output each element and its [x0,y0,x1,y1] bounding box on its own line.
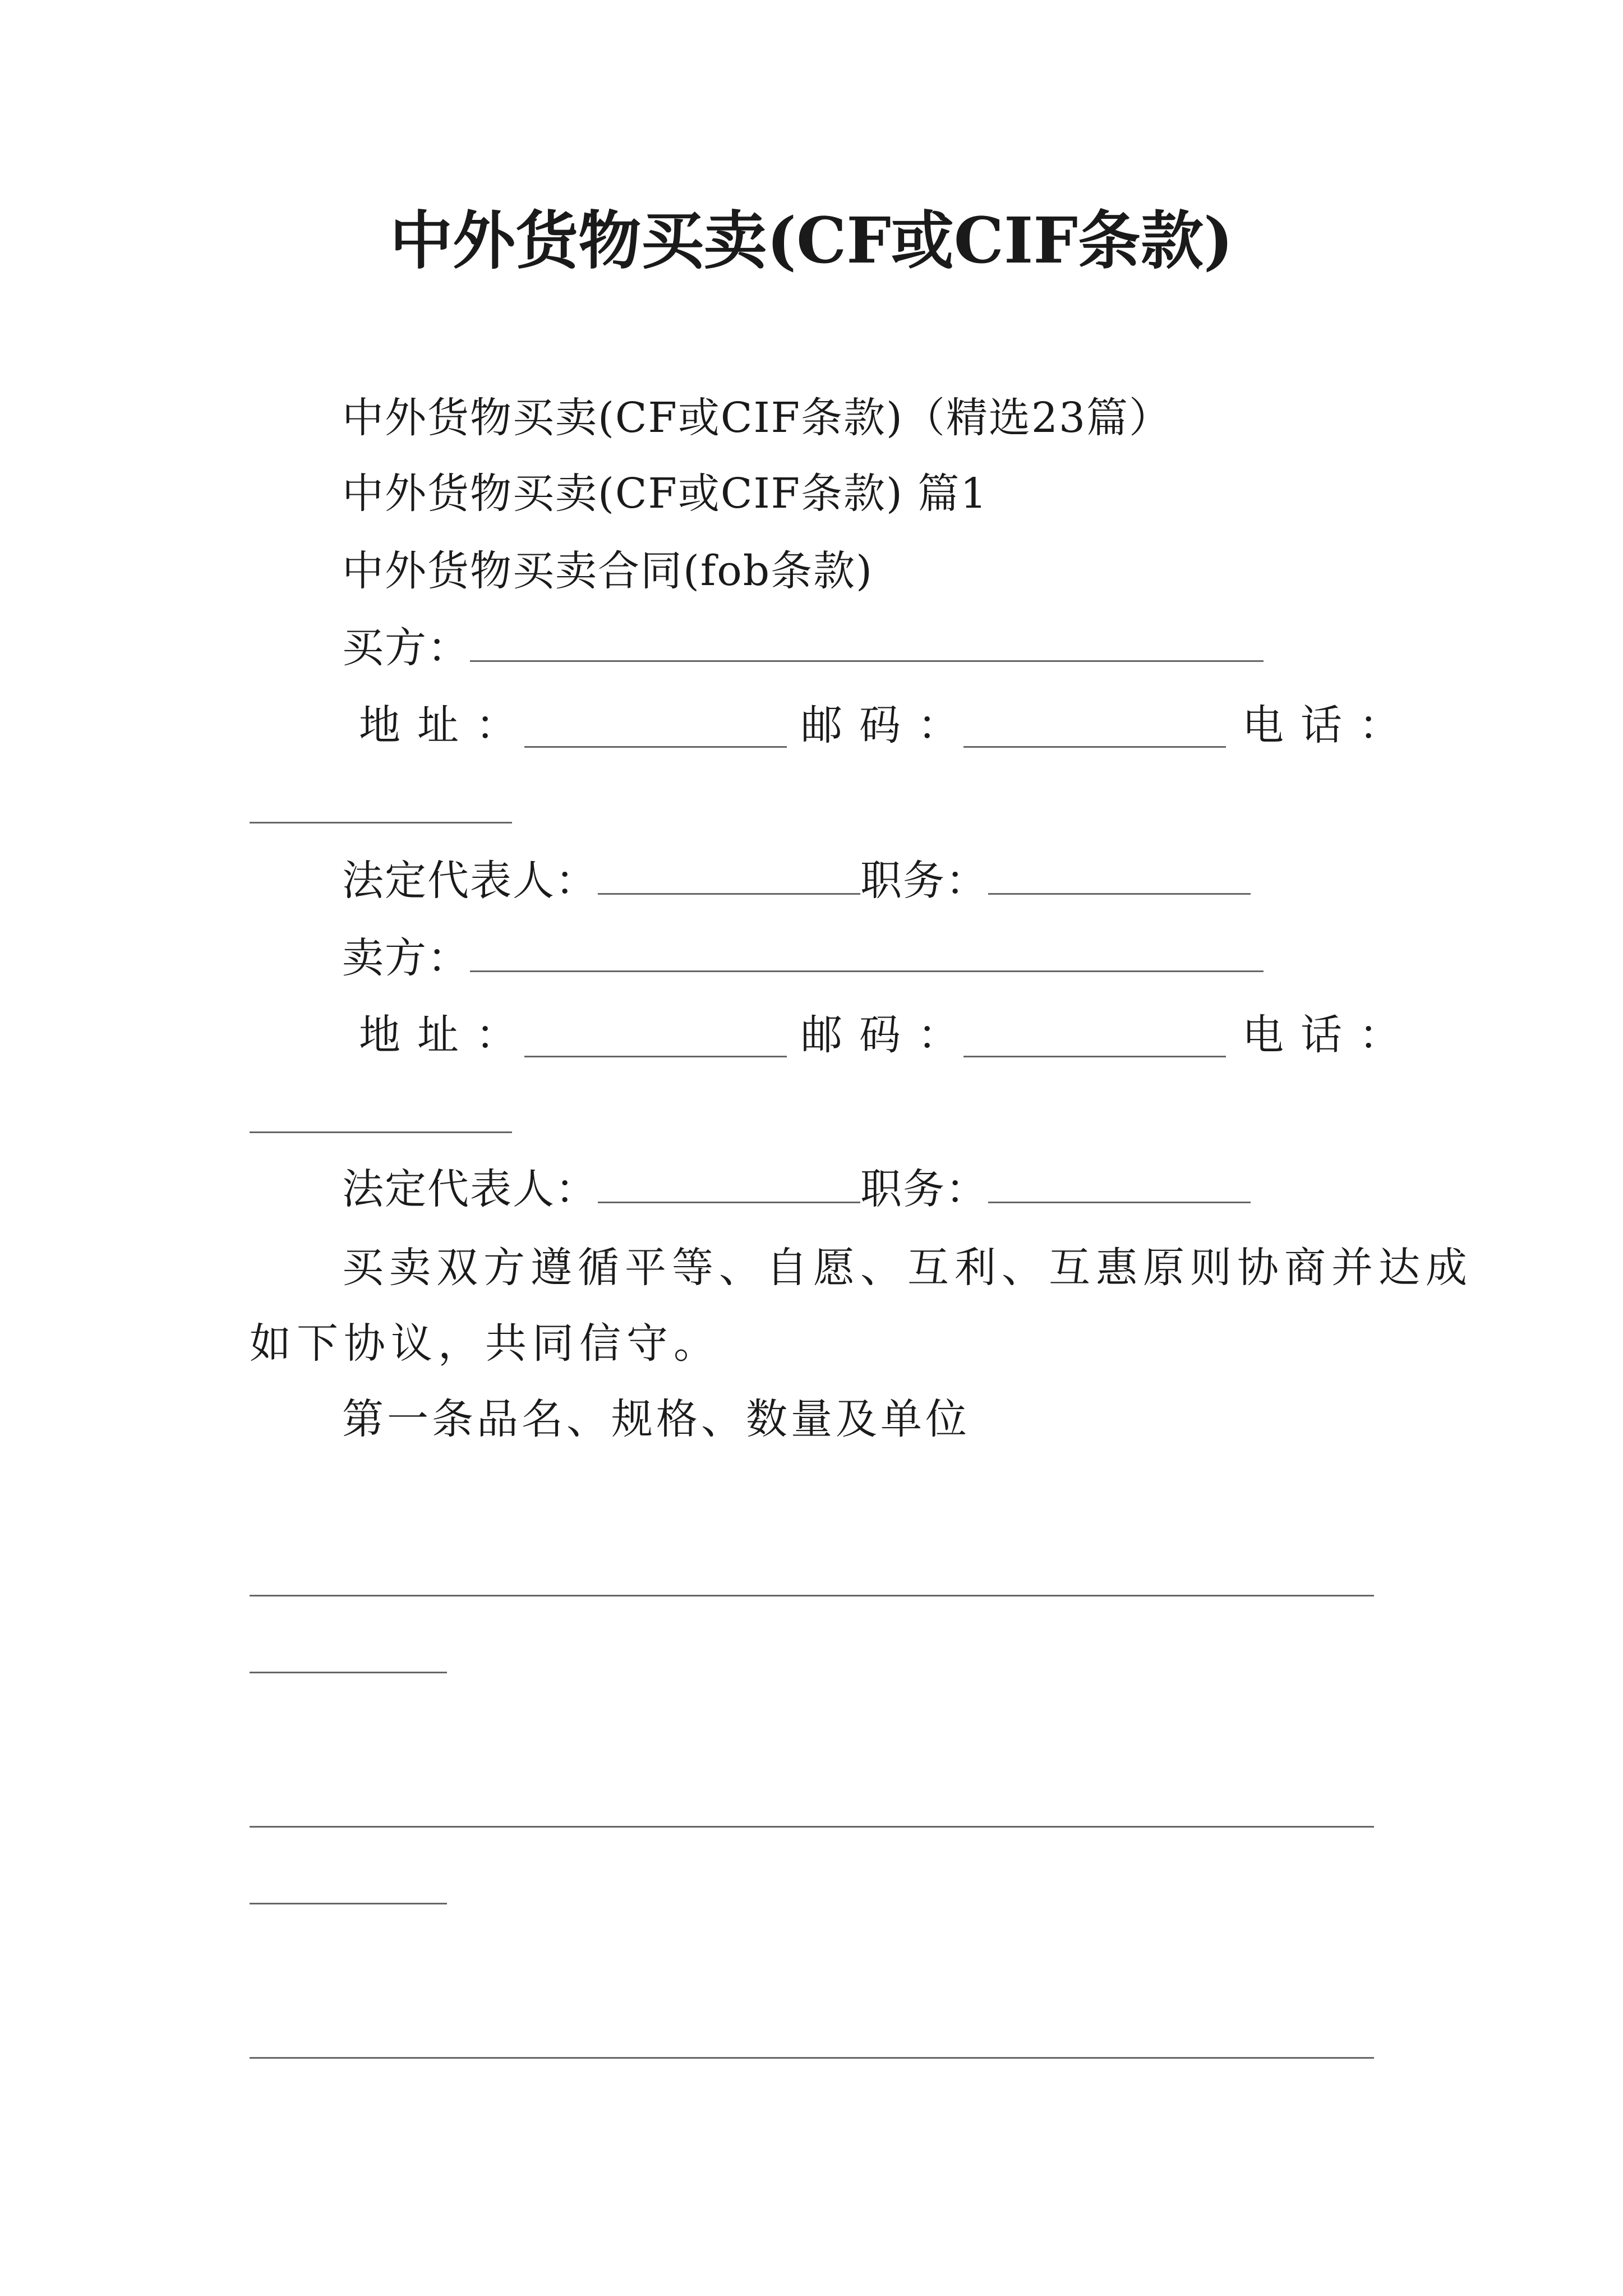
article-1-rule-2a [250,1826,1374,1828]
buyer-address-blank [524,746,787,748]
buyer-blank [470,627,1264,662]
seller-address-label: 地址： [359,1011,534,1059]
article-1-rule-3a [250,2057,1374,2059]
seller-postcode-blank [963,1056,1226,1057]
buyer-position-blank [988,859,1251,895]
seller-address-row [359,1007,534,1063]
buyer-rep-blank [598,859,860,895]
article-1-rule-1b [250,1672,447,1673]
seller-postcode-label: 邮码： [801,1011,976,1059]
seller-phone-label: 电话： [1242,1011,1417,1059]
seller-blank [470,937,1264,972]
subtitle: 中外货物买卖(CF或CIF条款)（精选23篇） [342,394,1172,442]
agreement-line-2: 如下协议，共同信守。 [250,1319,721,1368]
seller-phone-blank [250,1131,512,1133]
article-1-heading: 第一条品名、规格、数量及单位 [342,1395,970,1443]
seller-postcode-row [801,1007,976,1063]
seller-phone-row [1242,1007,1417,1063]
contract-title: 中外货物买卖合同(fob条款) [342,547,874,595]
seller-position-blank [988,1168,1251,1203]
buyer-rep-label: 法定代表人： [342,857,598,905]
seller-rep-row [342,1161,1251,1217]
seller-label: 卖方： [342,934,470,982]
buyer-label: 买方： [342,624,470,672]
buyer-rep-row [342,853,1251,909]
document-title: 中外货物买卖(CF或CIF条款) [390,204,1233,278]
buyer-postcode-row [801,697,976,753]
seller-rep-blank [598,1168,860,1203]
seller-address-blank [524,1056,787,1057]
buyer-position-label: 职务： [860,857,988,905]
buyer-phone-blank [250,822,512,823]
buyer-address-label: 地址： [359,701,534,749]
seller-row [342,930,1264,986]
buyer-phone-row [1242,697,1417,753]
part-heading: 中外货物买卖(CF或CIF条款) 篇1 [342,470,988,518]
buyer-phone-label: 电话： [1242,701,1417,749]
buyer-address-row [359,697,534,753]
buyer-postcode-blank [963,746,1226,748]
buyer-postcode-label: 邮码： [801,701,976,749]
seller-position-label: 职务： [860,1165,988,1213]
seller-rep-label: 法定代表人： [342,1165,598,1213]
buyer-row [342,620,1264,676]
article-1-rule-2b [250,1903,447,1904]
agreement-line-1: 买卖双方遵循平等、自愿、互利、互惠原则协商并达成 [342,1244,1473,1292]
article-1-rule-1a [250,1595,1374,1596]
